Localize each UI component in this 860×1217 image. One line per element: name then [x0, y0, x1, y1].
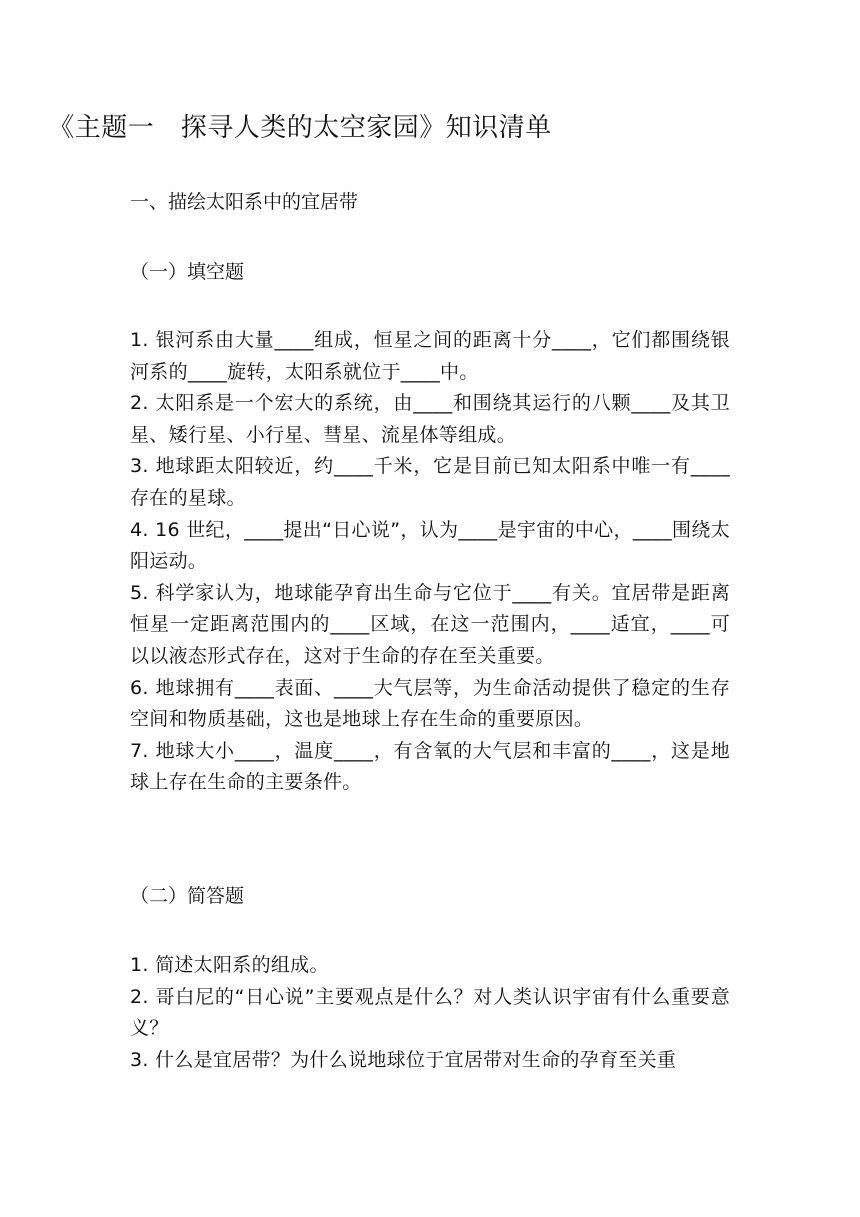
fill-in-question: 1. 银河系由大量____组成，恒星之间的距离十分____，它们都围绕银河系的____旋转，太阳系就位于____中。: [130, 329, 730, 383]
page-title: 《主题一 探寻人类的太空家园》知识清单: [48, 113, 552, 143]
fill-in-question-list: [130, 325, 730, 799]
fill-in-question: 6. 地球拥有____表面、____大气层等，为生命活动提供了稳定的生存空间和物质基础，这也是地球上存在生命的重要原因。: [130, 676, 730, 731]
fill-in-question: 7. 地球大小____，温度____，有含氧的大气层和丰富的____，这是地球上存在生命的主要条件。: [130, 739, 730, 794]
fill-in-question: 5. 科学家认为，地球能孕育出生命与它位于____有关。宜居带是距离恒星一定距离范围内的____区域，在这一范围内，____适宜，____可以以液态形式存在，这对于生命的存在至关重要。: [130, 581, 730, 667]
short-answer-question: 2. 哥白尼的“日心说”主要观点是什么？对人类认识宇宙有什么重要意义？: [130, 985, 730, 1040]
short-answer-heading: （二）简答题: [130, 885, 245, 907]
short-answer-question: 3. 什么是宜居带？为什么说地球位于宜居带对生命的孕育至关重: [130, 1048, 677, 1071]
fill-in-question: 3. 地球距太阳较近，约____千米，它是目前已知太阳系中唯一有____存在的星球。: [130, 455, 730, 509]
fill-in-question: 4. 16 世纪，____提出“日心说”，认为____是宇宙的中心，____围绕太阳运动。: [130, 518, 730, 573]
fill-in-question: 2. 太阳系是一个宏大的系统，由____和围绕其运行的八颗____及其卫星、矮行星、小行星、彗星、流星体等组成。: [130, 392, 730, 446]
short-answer-question: 1. 简述太阳系的组成。: [130, 954, 329, 976]
fill-in-heading: （一）填空题: [130, 261, 245, 283]
section-heading: 一、描绘太阳系中的宜居带: [130, 191, 359, 213]
short-answer-question-list: [130, 950, 730, 1076]
